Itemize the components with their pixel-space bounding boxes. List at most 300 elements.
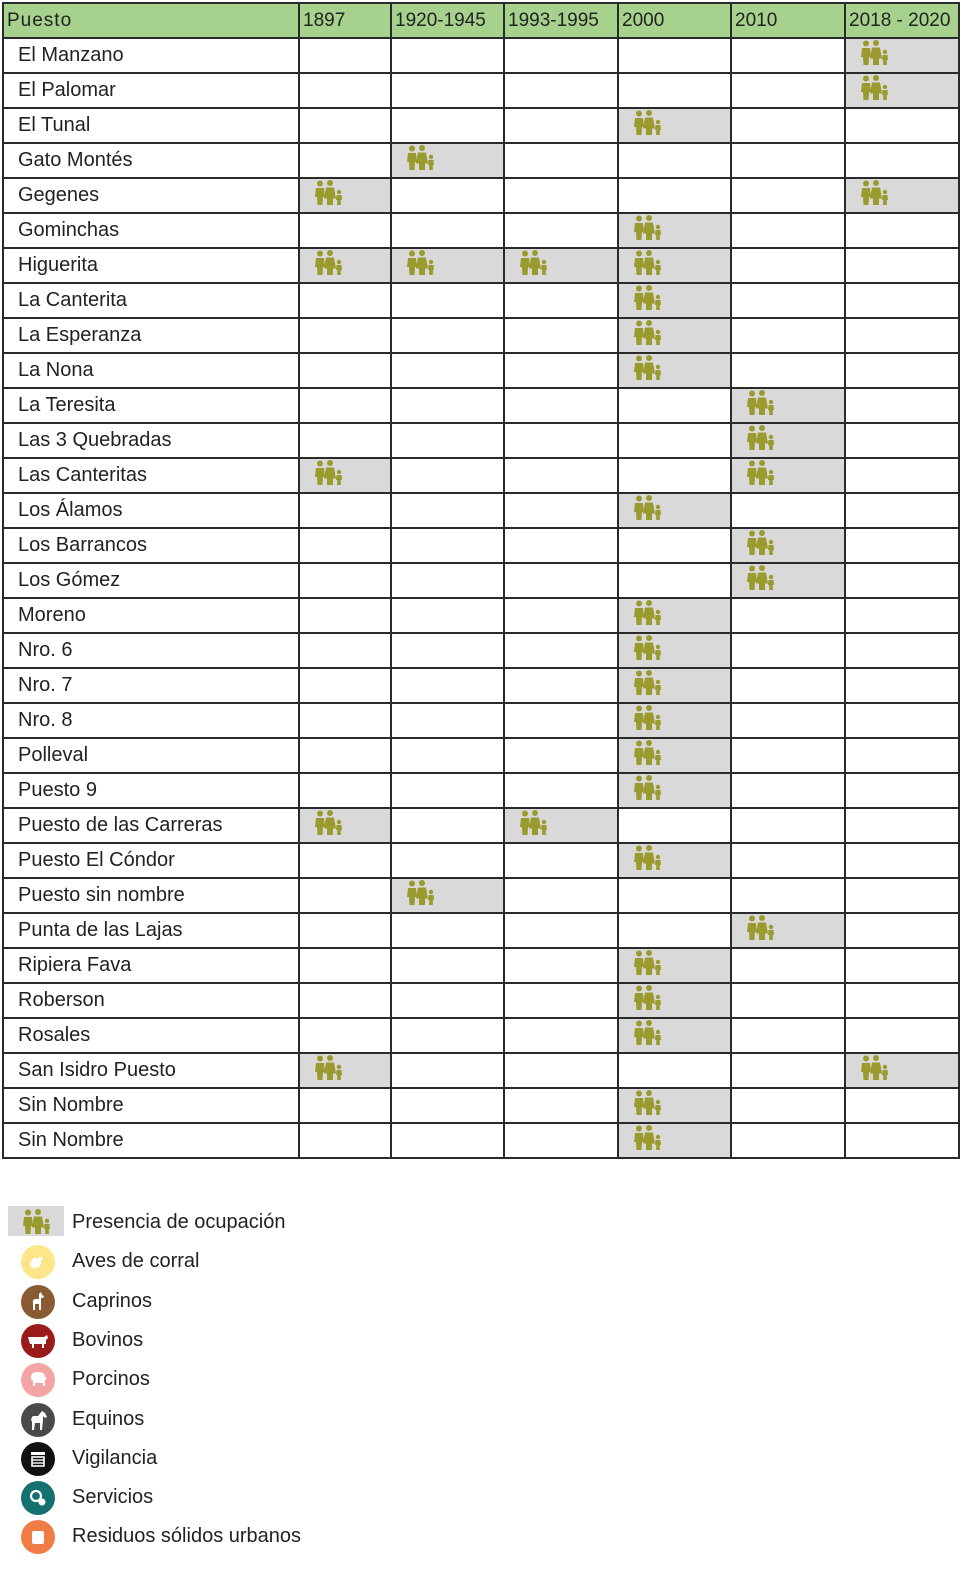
period-cell	[504, 913, 618, 948]
hen-icon	[21, 1245, 55, 1279]
puesto-name: Ripiera Fava	[3, 948, 299, 983]
period-cell	[731, 388, 845, 423]
period-cell	[618, 528, 731, 563]
period-cell	[845, 248, 959, 283]
table-row	[3, 983, 959, 1018]
family-icon	[406, 145, 436, 177]
period-cell	[391, 563, 504, 598]
period-cell	[299, 703, 391, 738]
period-cell	[391, 458, 504, 493]
period-cell	[618, 353, 731, 388]
period-cell	[845, 353, 959, 388]
period-cell	[731, 913, 845, 948]
period-cell	[504, 248, 618, 283]
table-row	[3, 493, 959, 528]
period-cell	[845, 1123, 959, 1158]
period-cell	[391, 983, 504, 1018]
table-row	[3, 668, 959, 703]
puesto-name: La Esperanza	[3, 318, 299, 353]
puesto-name: Moreno	[3, 598, 299, 633]
family-icon	[633, 250, 663, 282]
period-cell	[504, 388, 618, 423]
table-row	[3, 878, 959, 913]
period-cell	[731, 108, 845, 143]
puesto-name: Sin Nombre	[3, 1088, 299, 1123]
period-cell	[845, 948, 959, 983]
table-row	[3, 423, 959, 458]
period-cell	[504, 1088, 618, 1123]
period-cell	[731, 213, 845, 248]
legend-item	[8, 1206, 408, 1240]
period-cell	[391, 1123, 504, 1158]
waste-icon	[21, 1520, 55, 1554]
period-cell	[731, 423, 845, 458]
period-cell	[504, 843, 618, 878]
period-cell	[391, 73, 504, 108]
puesto-name: Gegenes	[3, 178, 299, 213]
header-row	[3, 3, 959, 38]
goat-icon	[21, 1285, 55, 1319]
puesto-name: Puesto de las Carreras	[3, 808, 299, 843]
family-icon	[314, 180, 344, 212]
period-cell	[618, 703, 731, 738]
period-cell	[391, 493, 504, 528]
period-cell	[618, 143, 731, 178]
period-cell	[504, 108, 618, 143]
period-cell	[731, 1018, 845, 1053]
table-row	[3, 388, 959, 423]
table-row	[3, 528, 959, 563]
period-cell	[504, 318, 618, 353]
header-puesto: Puesto	[3, 3, 299, 38]
period-cell	[299, 213, 391, 248]
header-2018-2020: 2018 - 2020	[845, 3, 959, 38]
period-cell	[731, 983, 845, 1018]
period-cell	[731, 1088, 845, 1123]
family-icon	[633, 600, 663, 632]
period-cell	[731, 143, 845, 178]
period-cell	[504, 528, 618, 563]
period-cell	[391, 703, 504, 738]
legend-label: Bovinos	[72, 1328, 144, 1351]
legend-label: Servicios	[72, 1486, 154, 1509]
period-cell	[299, 633, 391, 668]
family-icon	[746, 565, 776, 597]
period-cell	[504, 423, 618, 458]
period-cell	[731, 598, 845, 633]
period-cell	[299, 248, 391, 283]
table-row	[3, 633, 959, 668]
period-cell	[845, 73, 959, 108]
period-cell	[845, 178, 959, 213]
puesto-name: Sin Nombre	[3, 1123, 299, 1158]
period-cell	[391, 808, 504, 843]
period-cell	[845, 388, 959, 423]
period-cell	[618, 248, 731, 283]
puesto-name: El Tunal	[3, 108, 299, 143]
period-cell	[504, 668, 618, 703]
legend-item	[8, 1285, 408, 1319]
period-cell	[299, 73, 391, 108]
period-cell	[731, 773, 845, 808]
puesto-name: Nro. 7	[3, 668, 299, 703]
table-row	[3, 738, 959, 773]
period-cell	[618, 843, 731, 878]
period-cell	[299, 388, 391, 423]
family-icon	[633, 1020, 663, 1052]
period-cell	[391, 143, 504, 178]
puesto-name: El Manzano	[3, 38, 299, 73]
family-icon	[314, 810, 344, 842]
pig-icon	[21, 1363, 55, 1397]
puesto-name: Las Canteritas	[3, 458, 299, 493]
table-row	[3, 353, 959, 388]
period-cell	[618, 913, 731, 948]
puesto-name: Rosales	[3, 1018, 299, 1053]
period-cell	[731, 668, 845, 703]
table-row	[3, 913, 959, 948]
table-row	[3, 703, 959, 738]
period-cell	[299, 668, 391, 703]
legend-item	[8, 1245, 408, 1279]
period-cell	[391, 948, 504, 983]
period-cell	[845, 913, 959, 948]
family-icon	[633, 985, 663, 1017]
legend-item	[8, 1442, 408, 1476]
period-cell	[618, 948, 731, 983]
table-row	[3, 773, 959, 808]
period-cell	[299, 878, 391, 913]
period-cell	[504, 1018, 618, 1053]
puesto-name: Nro. 6	[3, 633, 299, 668]
period-cell	[845, 283, 959, 318]
table-row	[3, 1053, 959, 1088]
table-row	[3, 248, 959, 283]
puesto-name: Punta de las Lajas	[3, 913, 299, 948]
family-icon	[860, 180, 890, 212]
period-cell	[618, 458, 731, 493]
period-cell	[391, 668, 504, 703]
period-cell	[618, 38, 731, 73]
period-cell	[618, 668, 731, 703]
period-cell	[618, 738, 731, 773]
period-cell	[299, 948, 391, 983]
period-cell	[299, 318, 391, 353]
family-icon	[633, 775, 663, 807]
period-cell	[504, 143, 618, 178]
period-cell	[731, 703, 845, 738]
period-cell	[299, 493, 391, 528]
family-icon	[633, 215, 663, 247]
period-cell	[731, 493, 845, 528]
period-cell	[731, 878, 845, 913]
period-cell	[504, 808, 618, 843]
period-cell	[731, 178, 845, 213]
family-icon	[633, 705, 663, 737]
period-cell	[731, 73, 845, 108]
puesto-name: Puesto sin nombre	[3, 878, 299, 913]
header-1993-1995: 1993-1995	[504, 3, 618, 38]
period-cell	[299, 1018, 391, 1053]
family-icon	[633, 740, 663, 772]
family-icon	[519, 810, 549, 842]
period-cell	[504, 703, 618, 738]
period-cell	[618, 633, 731, 668]
table-row	[3, 598, 959, 633]
header-2010: 2010	[731, 3, 845, 38]
period-cell	[731, 318, 845, 353]
family-icon	[746, 530, 776, 562]
period-cell	[845, 633, 959, 668]
puesto-name: La Canterita	[3, 283, 299, 318]
period-cell	[618, 1123, 731, 1158]
table-row	[3, 808, 959, 843]
period-cell	[391, 38, 504, 73]
period-cell	[618, 773, 731, 808]
period-cell	[731, 353, 845, 388]
period-cell	[391, 773, 504, 808]
puesto-name: Las 3 Quebradas	[3, 423, 299, 458]
period-cell	[731, 633, 845, 668]
puesto-name: Nro. 8	[3, 703, 299, 738]
period-cell	[299, 913, 391, 948]
puesto-name: El Palomar	[3, 73, 299, 108]
period-cell	[618, 178, 731, 213]
family-icon	[406, 880, 436, 912]
period-cell	[845, 773, 959, 808]
period-cell	[504, 633, 618, 668]
period-cell	[731, 528, 845, 563]
period-cell	[504, 38, 618, 73]
period-cell	[845, 493, 959, 528]
period-cell	[299, 598, 391, 633]
period-cell	[845, 1088, 959, 1123]
family-icon	[406, 250, 436, 282]
period-cell	[299, 108, 391, 143]
period-cell	[299, 843, 391, 878]
period-cell	[299, 738, 391, 773]
period-cell	[845, 808, 959, 843]
period-cell	[504, 213, 618, 248]
family-icon	[633, 635, 663, 667]
family-icon	[860, 75, 890, 107]
period-cell	[618, 388, 731, 423]
table-row	[3, 108, 959, 143]
period-cell	[845, 703, 959, 738]
period-cell	[845, 213, 959, 248]
table-row	[3, 283, 959, 318]
period-cell	[845, 318, 959, 353]
period-cell	[845, 598, 959, 633]
period-cell	[299, 38, 391, 73]
period-cell	[504, 458, 618, 493]
family-icon	[314, 460, 344, 492]
period-cell	[618, 318, 731, 353]
period-cell	[618, 808, 731, 843]
period-cell	[391, 843, 504, 878]
period-cell	[618, 878, 731, 913]
table-row	[3, 318, 959, 353]
period-cell	[391, 108, 504, 143]
period-cell	[504, 1053, 618, 1088]
legend-label: Caprinos	[72, 1289, 153, 1312]
legend-item	[8, 1481, 408, 1515]
period-cell	[391, 248, 504, 283]
period-cell	[391, 1053, 504, 1088]
period-cell	[731, 283, 845, 318]
puesto-name: Puesto 9	[3, 773, 299, 808]
legend-label: Vigilancia	[72, 1446, 158, 1469]
table-row	[3, 948, 959, 983]
period-cell	[845, 843, 959, 878]
puesto-name: Higuerita	[3, 248, 299, 283]
puesto-name: Los Gómez	[3, 563, 299, 598]
puesto-name: La Teresita	[3, 388, 299, 423]
family-icon	[633, 355, 663, 387]
table-row	[3, 38, 959, 73]
period-cell	[845, 738, 959, 773]
services-icon	[21, 1481, 55, 1515]
period-cell	[731, 1123, 845, 1158]
period-cell	[504, 598, 618, 633]
period-cell	[299, 423, 391, 458]
cow-icon	[21, 1324, 55, 1358]
period-cell	[299, 1053, 391, 1088]
table-row	[3, 458, 959, 493]
table-row	[3, 1018, 959, 1053]
period-cell	[504, 563, 618, 598]
period-cell	[504, 738, 618, 773]
puesto-name: Los Álamos	[3, 493, 299, 528]
period-cell	[731, 738, 845, 773]
period-cell	[391, 738, 504, 773]
period-cell	[845, 423, 959, 458]
period-cell	[845, 108, 959, 143]
period-cell	[618, 563, 731, 598]
period-cell	[618, 1053, 731, 1088]
puesto-name: Gominchas	[3, 213, 299, 248]
period-cell	[845, 983, 959, 1018]
period-cell	[504, 948, 618, 983]
table-row	[3, 843, 959, 878]
table-row	[3, 73, 959, 108]
puesto-name: Gato Montés	[3, 143, 299, 178]
period-cell	[731, 563, 845, 598]
puesto-name: San Isidro Puesto	[3, 1053, 299, 1088]
period-cell	[299, 1123, 391, 1158]
puesto-name: Polleval	[3, 738, 299, 773]
header-1920-1945: 1920-1945	[391, 3, 504, 38]
period-cell	[845, 563, 959, 598]
legend-item	[8, 1520, 408, 1554]
family-icon	[633, 845, 663, 877]
period-cell	[731, 948, 845, 983]
period-cell	[391, 213, 504, 248]
period-cell	[731, 1053, 845, 1088]
period-cell	[299, 283, 391, 318]
period-cell	[504, 773, 618, 808]
period-cell	[504, 983, 618, 1018]
family-icon	[746, 390, 776, 422]
period-cell	[731, 808, 845, 843]
family-icon	[519, 250, 549, 282]
table-row	[3, 143, 959, 178]
period-cell	[618, 108, 731, 143]
period-cell	[845, 38, 959, 73]
period-cell	[299, 353, 391, 388]
period-cell	[845, 878, 959, 913]
period-cell	[618, 1088, 731, 1123]
period-cell	[299, 528, 391, 563]
family-icon	[746, 425, 776, 457]
period-cell	[731, 248, 845, 283]
family-icon	[746, 460, 776, 492]
period-cell	[299, 143, 391, 178]
period-cell	[391, 283, 504, 318]
table-row	[3, 1123, 959, 1158]
period-cell	[391, 1018, 504, 1053]
family-icon	[8, 1206, 64, 1236]
legend-label: Residuos sólidos urbanos	[72, 1525, 302, 1548]
period-cell	[391, 423, 504, 458]
period-cell	[845, 1053, 959, 1088]
period-cell	[391, 318, 504, 353]
family-icon	[633, 1125, 663, 1157]
family-icon	[860, 40, 890, 72]
family-icon	[633, 285, 663, 317]
family-icon	[314, 250, 344, 282]
period-cell	[504, 1123, 618, 1158]
puesto-name: Roberson	[3, 983, 299, 1018]
period-cell	[299, 808, 391, 843]
family-icon	[633, 670, 663, 702]
period-cell	[845, 458, 959, 493]
period-cell	[504, 178, 618, 213]
period-cell	[731, 38, 845, 73]
family-icon	[633, 320, 663, 352]
period-cell	[391, 633, 504, 668]
period-cell	[845, 143, 959, 178]
family-icon	[633, 950, 663, 982]
period-cell	[504, 283, 618, 318]
legend-label: Presencia de ocupación	[72, 1211, 286, 1233]
period-cell	[618, 73, 731, 108]
period-cell	[731, 843, 845, 878]
period-cell	[391, 878, 504, 913]
period-cell	[731, 458, 845, 493]
period-cell	[845, 1018, 959, 1053]
period-cell	[504, 878, 618, 913]
header-1897: 1897	[299, 3, 391, 38]
family-icon	[633, 495, 663, 527]
family-icon	[746, 915, 776, 947]
period-cell	[618, 213, 731, 248]
period-cell	[391, 353, 504, 388]
legend-label: Aves de corral	[72, 1250, 200, 1273]
period-cell	[391, 178, 504, 213]
period-cell	[391, 388, 504, 423]
period-cell	[504, 493, 618, 528]
horse-icon	[21, 1403, 55, 1437]
period-cell	[618, 1018, 731, 1053]
watchtower-icon	[21, 1442, 55, 1476]
period-cell	[299, 983, 391, 1018]
occupation-table	[2, 2, 960, 1159]
header-2000: 2000	[618, 3, 731, 38]
period-cell	[299, 563, 391, 598]
legend-item	[8, 1324, 408, 1358]
table-row	[3, 563, 959, 598]
